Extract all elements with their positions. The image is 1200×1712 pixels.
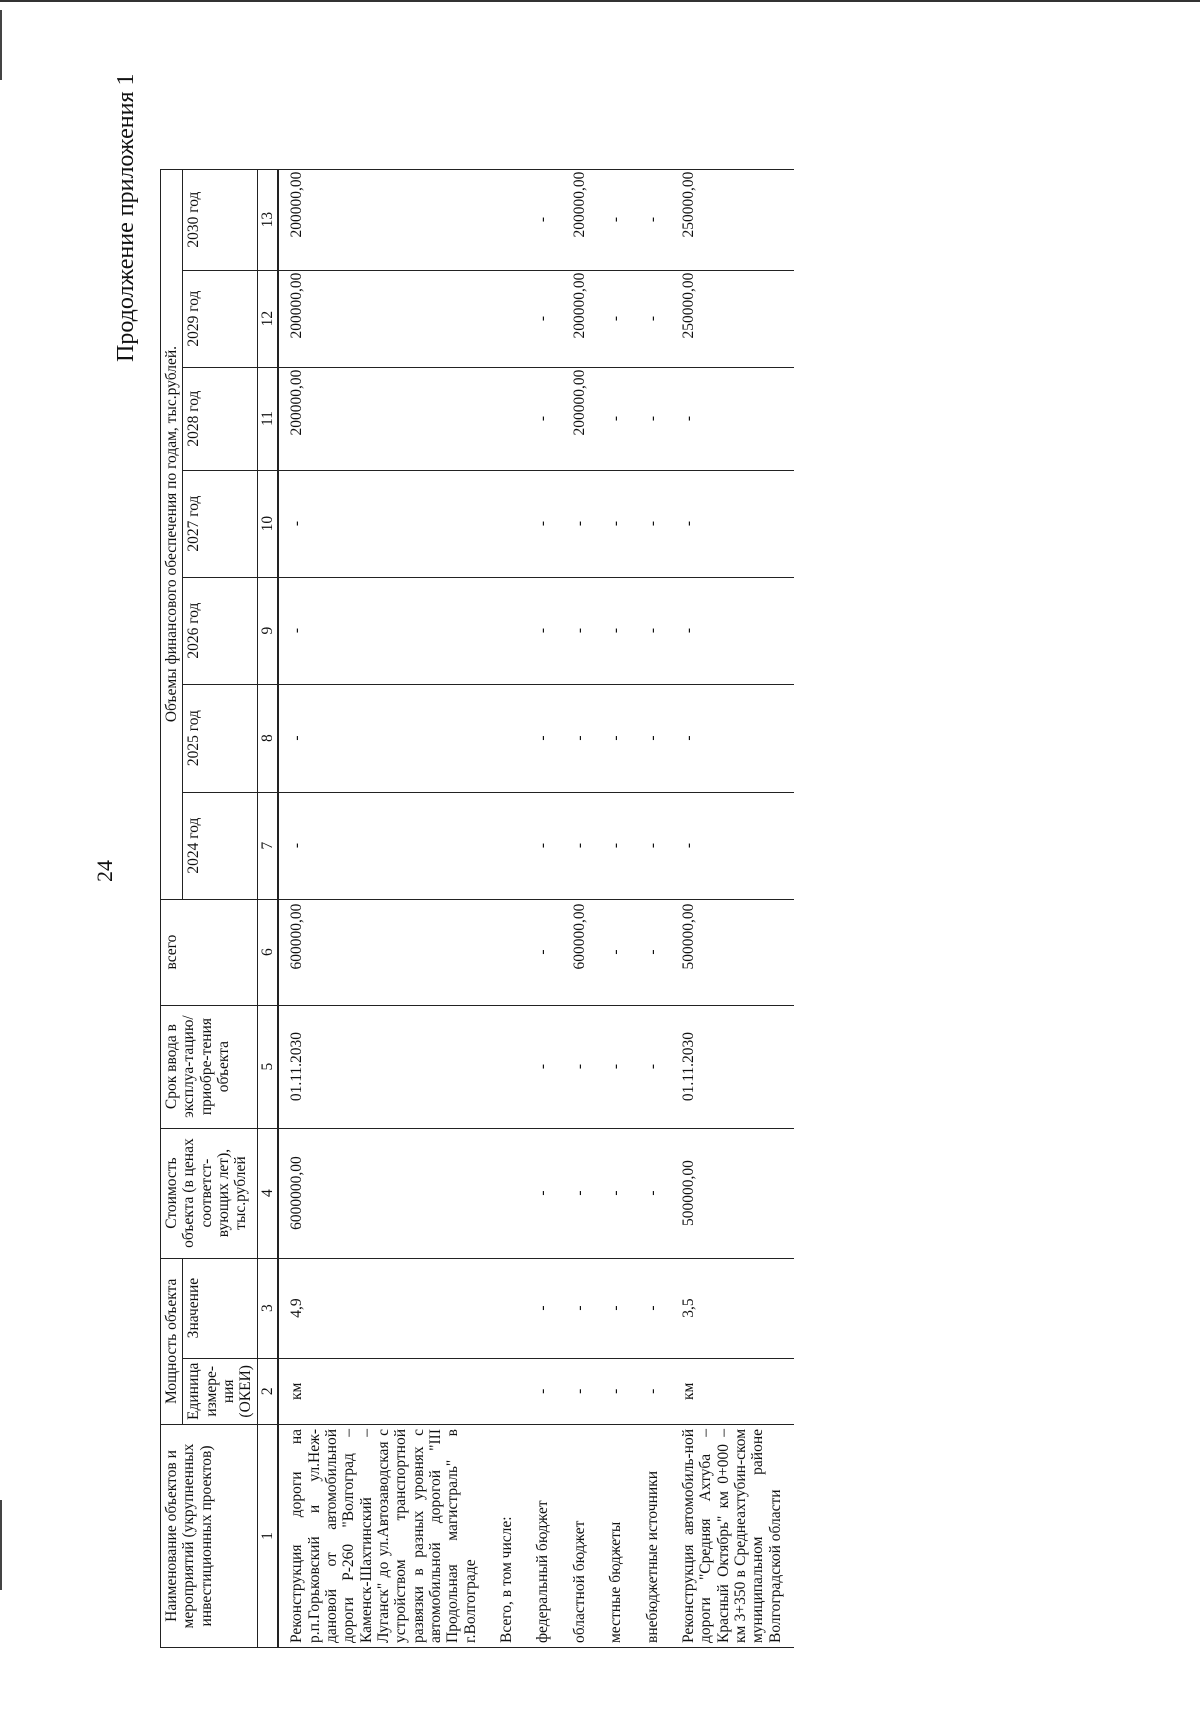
- col-number: 5: [257, 1005, 278, 1128]
- cell-year: [489, 169, 525, 270]
- table-row: [598, 169, 634, 1647]
- cell-year: -: [598, 367, 634, 470]
- header-total: всего: [161, 899, 258, 1005]
- col-number: 13: [257, 169, 278, 270]
- cell-term: -: [598, 1005, 634, 1128]
- header-value: Значение: [183, 1258, 257, 1358]
- cell-value: 4,9: [278, 1258, 489, 1358]
- cell-unit: -: [525, 1358, 561, 1424]
- cell-term: -: [635, 1005, 671, 1128]
- cell-year: -: [562, 684, 598, 792]
- cell-total: -: [635, 899, 671, 1005]
- cell-year: -: [562, 792, 598, 899]
- cell-year: -: [525, 684, 561, 792]
- cell-unit: км: [278, 1358, 489, 1424]
- header-row: [161, 169, 183, 1647]
- cell-year: 200000,00: [562, 270, 598, 367]
- cell-year: -: [635, 367, 671, 470]
- col-number: 1: [257, 1425, 278, 1648]
- header-unit: Единица измере-ния (ОКЕИ): [183, 1358, 257, 1424]
- cell-term: -: [525, 1005, 561, 1128]
- cell-value: [489, 1258, 525, 1358]
- cell-term: 01.11.2030: [671, 1005, 794, 1128]
- header-capacity: Мощность объекта: [161, 1258, 183, 1424]
- header-year: 2026 год: [183, 577, 257, 684]
- col-number: 9: [257, 577, 278, 684]
- cell-term: [489, 1005, 525, 1128]
- table-row: [525, 169, 561, 1647]
- cell-total: 600000,00: [278, 899, 489, 1005]
- cell-year: [489, 470, 525, 577]
- cell-value: -: [525, 1258, 561, 1358]
- cell-value: -: [562, 1258, 598, 1358]
- cell-year: -: [598, 577, 634, 684]
- col-number: 12: [257, 270, 278, 367]
- row-name: федеральный бюджет: [525, 1425, 561, 1648]
- row-name: местные бюджеты: [598, 1425, 634, 1648]
- cell-cost: -: [525, 1128, 561, 1258]
- cell-year: 250000,00: [671, 169, 794, 270]
- header-year: 2029 год: [183, 270, 257, 367]
- cell-year: -: [598, 169, 634, 270]
- cell-year: -: [562, 577, 598, 684]
- cell-cost: 500000,00: [671, 1128, 794, 1258]
- cell-value: -: [598, 1258, 634, 1358]
- table-row: [562, 169, 598, 1647]
- cell-unit: км: [671, 1358, 794, 1424]
- header-name: Наименование объектов и мероприятий (укрупненных инвестиционных проектов): [161, 1425, 258, 1648]
- table-row: [671, 169, 794, 1647]
- cell-year: -: [525, 367, 561, 470]
- cell-year: [489, 792, 525, 899]
- cell-year: -: [598, 470, 634, 577]
- cell-year: 200000,00: [278, 367, 489, 470]
- cell-year: -: [525, 792, 561, 899]
- cell-year: -: [278, 577, 489, 684]
- table-row: [489, 169, 525, 1647]
- header-term: Срок ввода в эксплуа-тацию/ приобре-тения объекта: [161, 1005, 258, 1128]
- cell-cost: [489, 1128, 525, 1258]
- table-row: [278, 169, 489, 1647]
- cell-year: -: [671, 577, 794, 684]
- cell-year: [489, 270, 525, 367]
- cell-cost: -: [635, 1128, 671, 1258]
- header-year: 2028 год: [183, 367, 257, 470]
- col-number: 2: [257, 1358, 278, 1424]
- cell-year: [489, 577, 525, 684]
- header-year: 2024 год: [183, 792, 257, 899]
- header-year: 2030 год: [183, 169, 257, 270]
- cell-value: -: [635, 1258, 671, 1358]
- col-number: 4: [257, 1128, 278, 1258]
- row-name: Реконструкция дороги на р.п.Горьковский и ул.Неж-дановой от автомобильной дороги Р-260 "Волгоград – Каменск-Шахтинский – Луганск" до ул.Автозаводская с устройством транспортной развязки в разных уровнях с автомобильной дорогой "III Продольная магистраль" в г.Волгограде: [278, 1425, 489, 1648]
- cell-cost: -: [562, 1128, 598, 1258]
- cell-year: -: [278, 684, 489, 792]
- financing-table: [160, 169, 794, 1648]
- row-name: Всего, в том числе:: [489, 1425, 525, 1648]
- cell-total: 600000,00: [562, 899, 598, 1005]
- cell-year: [489, 684, 525, 792]
- cell-unit: -: [562, 1358, 598, 1424]
- cell-year: -: [598, 270, 634, 367]
- row-name: Реконструкция автомобиль-ной дороги "Средняя Ахтуба – Красный Октябрь" км 0+000 – км 3+350 в Среднеахтубин-ском муниципальном районе Волгоградской области: [671, 1425, 794, 1648]
- column-number-row: [257, 169, 278, 1647]
- cell-year: -: [671, 684, 794, 792]
- cell-unit: -: [598, 1358, 634, 1424]
- page-number: 24: [92, 860, 117, 882]
- cell-year: 250000,00: [671, 270, 794, 367]
- row-name: внебюджетные источники: [635, 1425, 671, 1648]
- cell-year: -: [598, 792, 634, 899]
- cell-year: -: [635, 169, 671, 270]
- cell-year: -: [598, 684, 634, 792]
- col-number: 6: [257, 899, 278, 1005]
- cell-value: 3,5: [671, 1258, 794, 1358]
- table-row: [635, 169, 671, 1647]
- cell-total: -: [525, 899, 561, 1005]
- header-year: 2025 год: [183, 684, 257, 792]
- cell-year: 200000,00: [562, 169, 598, 270]
- header-year: 2027 год: [183, 470, 257, 577]
- col-number: 11: [257, 367, 278, 470]
- cell-total: 500000,00: [671, 899, 794, 1005]
- cell-year: 200000,00: [562, 367, 598, 470]
- cell-year: -: [525, 169, 561, 270]
- cell-unit: -: [635, 1358, 671, 1424]
- appendix-title: Продолжение приложения 1: [113, 73, 139, 362]
- cell-unit: [489, 1358, 525, 1424]
- cell-year: -: [671, 367, 794, 470]
- col-number: 7: [257, 792, 278, 899]
- row-name: областной бюджет: [562, 1425, 598, 1648]
- cell-year: [489, 367, 525, 470]
- cell-total: [489, 899, 525, 1005]
- cell-year: -: [671, 470, 794, 577]
- cell-year: -: [525, 577, 561, 684]
- cell-year: 200000,00: [278, 270, 489, 367]
- cell-year: -: [671, 792, 794, 899]
- cell-year: -: [635, 684, 671, 792]
- cell-year: -: [278, 792, 489, 899]
- cell-year: -: [278, 470, 489, 577]
- cell-term: 01.11.2030: [278, 1005, 489, 1128]
- cell-term: -: [562, 1005, 598, 1128]
- col-number: 3: [257, 1258, 278, 1358]
- header-cost: Стоимость объекта (в ценах соответст-вующих лет), тыс.рублей: [161, 1128, 258, 1258]
- cell-year: -: [635, 470, 671, 577]
- cell-year: -: [562, 470, 598, 577]
- cell-cost: 6000000,00: [278, 1128, 489, 1258]
- cell-year: -: [525, 270, 561, 367]
- col-number: 8: [257, 684, 278, 792]
- header-financing: Объемы финансового обеспечения по годам, тыс.рублей.: [161, 169, 183, 899]
- cell-year: -: [635, 270, 671, 367]
- cell-year: -: [635, 792, 671, 899]
- cell-cost: -: [598, 1128, 634, 1258]
- col-number: 10: [257, 470, 278, 577]
- cell-year: -: [525, 470, 561, 577]
- cell-year: 200000,00: [278, 169, 489, 270]
- cell-total: -: [598, 899, 634, 1005]
- cell-year: -: [635, 577, 671, 684]
